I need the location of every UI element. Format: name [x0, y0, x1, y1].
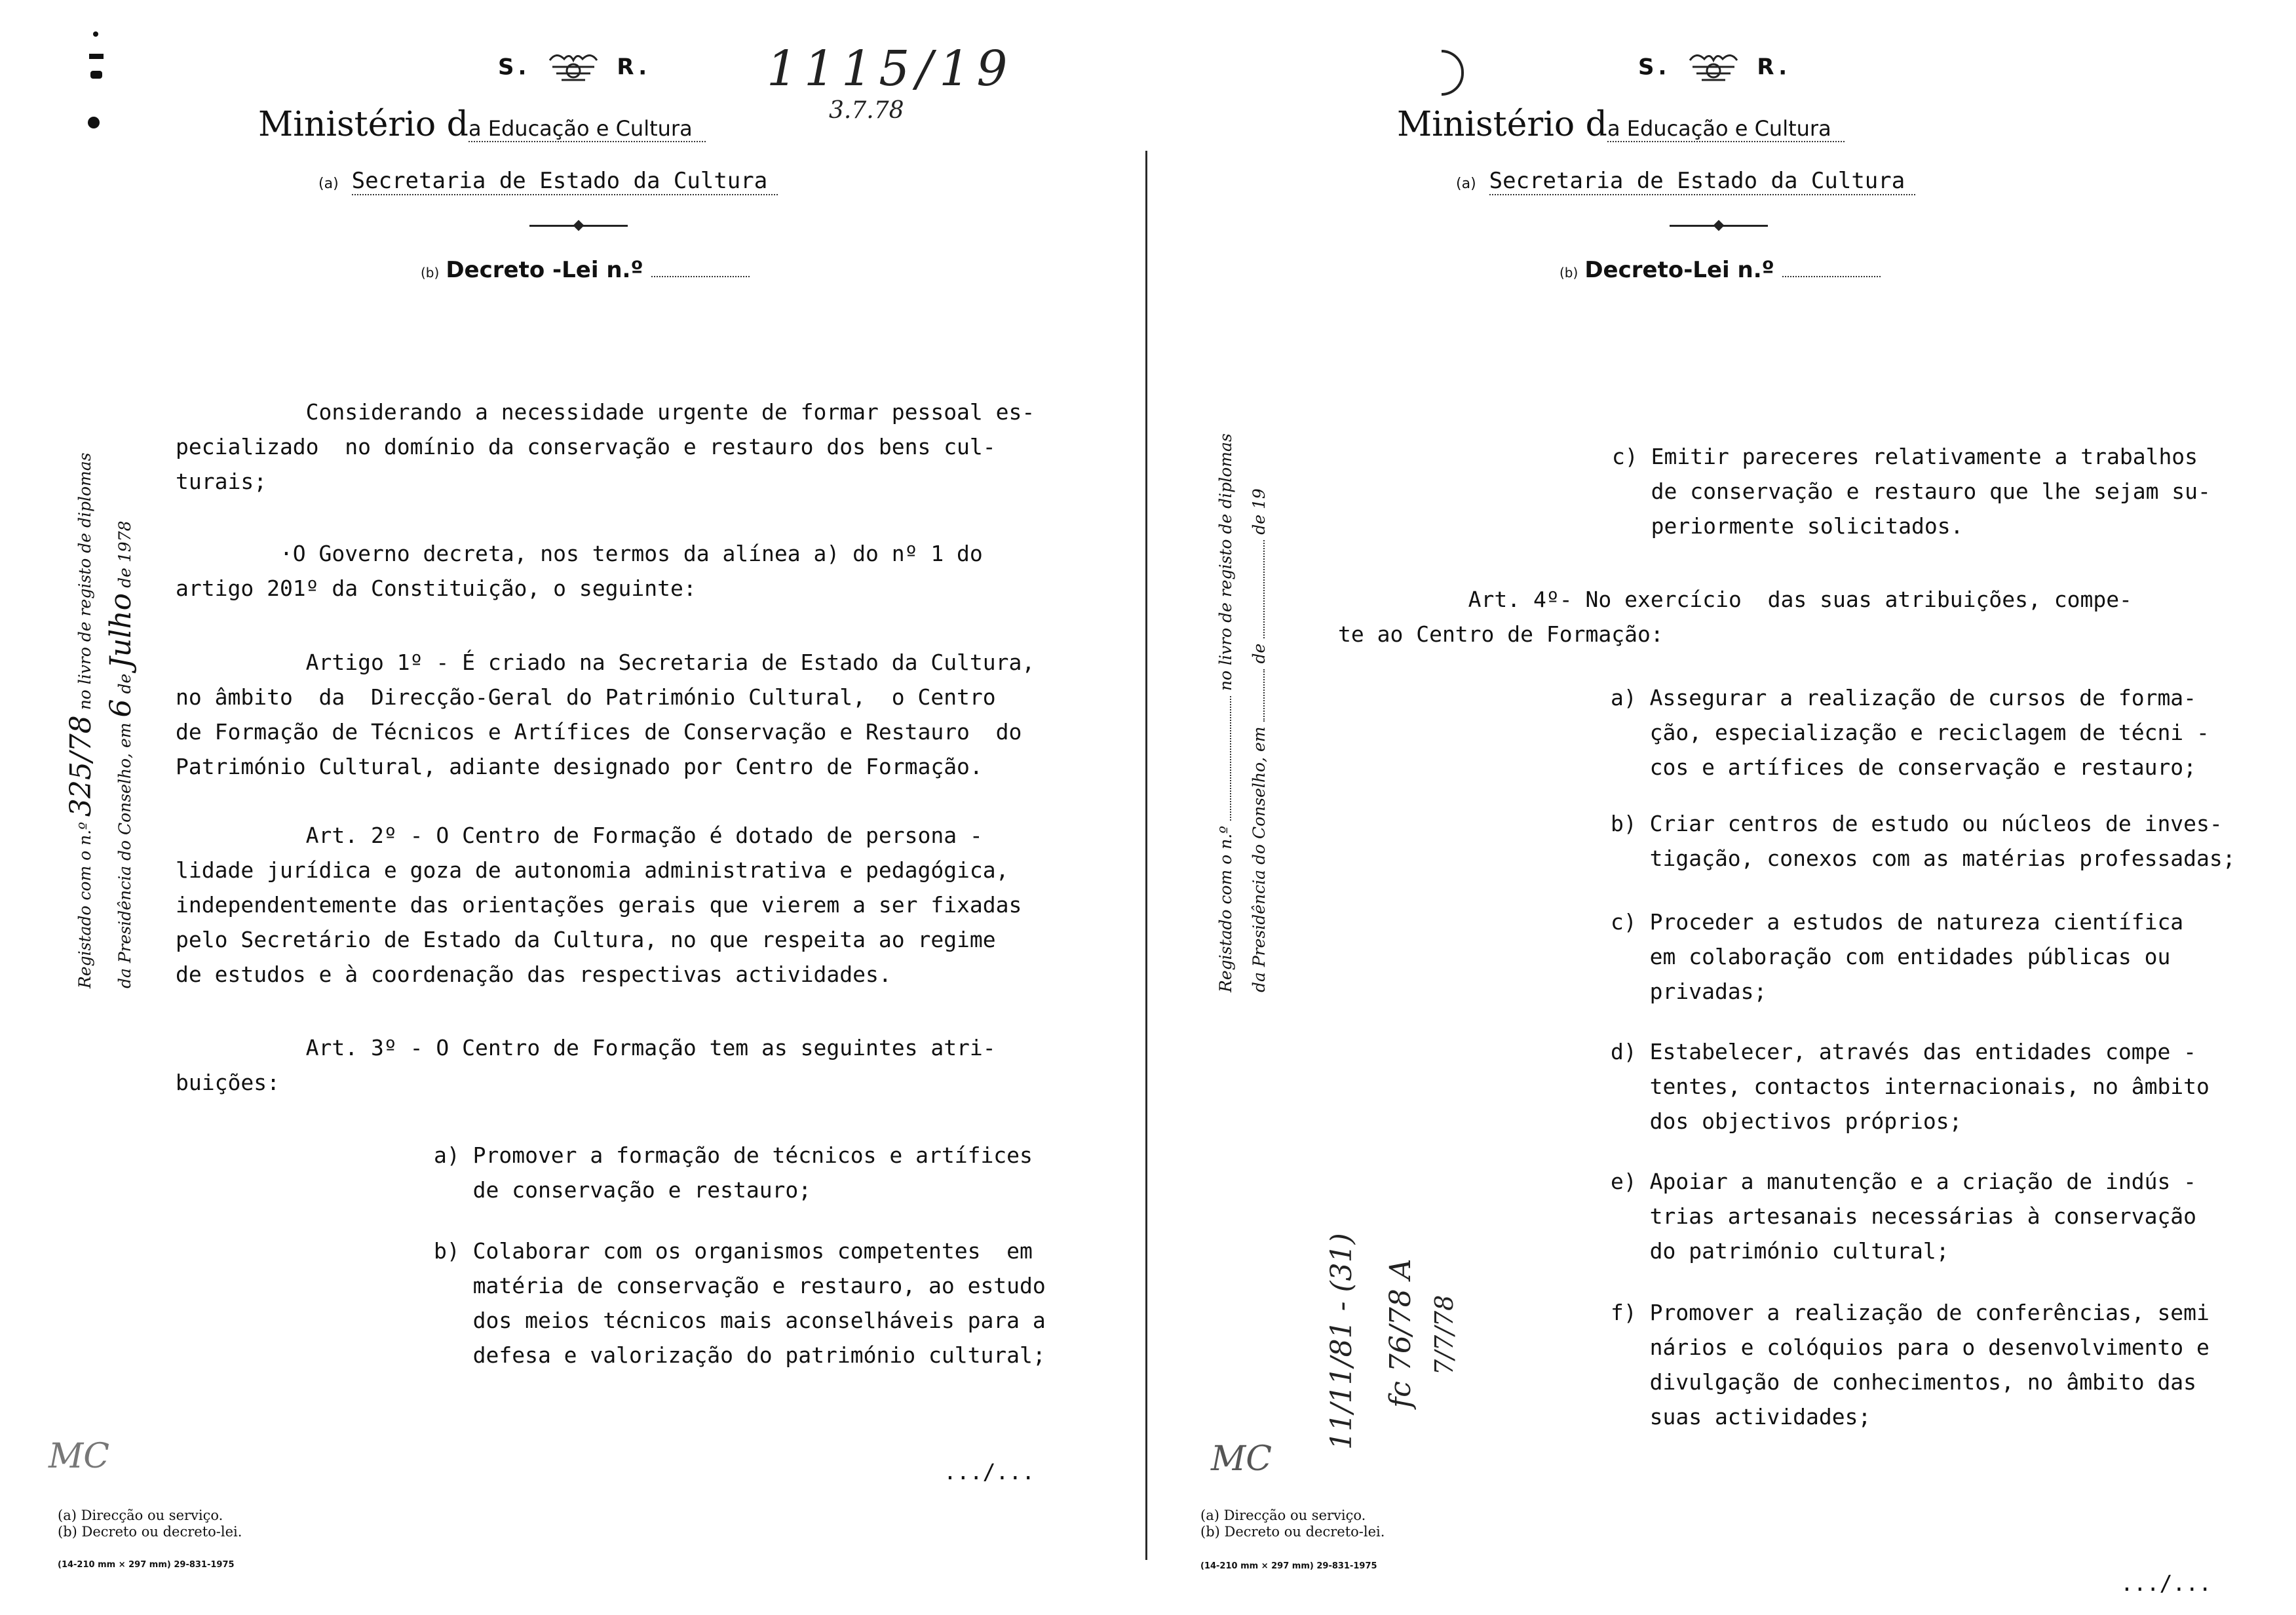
- article-1: Artigo 1º - É criado na Secretaria de Estado da Cultura, no âmbito da Direcção-Geral do Património Cultural, o Centro de Formação de Técnicos e Artífices de Conservação e Restauro do Património Cultural, adiante designado por Centro de Formação.: [176, 650, 1035, 779]
- punch-mark: [1442, 50, 1464, 96]
- footnote-b: (b) Decreto ou decreto-lei.: [58, 1524, 242, 1540]
- article-2: Art. 2º - O Centro de Formação é dotado de persona - lidade jurídica e goza de autonomia administrativa e pedagógica, independentemente das orientações gerais que vierem a ser fixadas pelo Secretário de Estado da Cultura, no que respeita ao regime de estudos e à coordenação das respectivas actividades.: [176, 823, 1022, 987]
- secretariat-name: Secretaria de Estado da Cultura: [352, 168, 778, 195]
- footnote-marker-a: (a): [318, 176, 339, 192]
- decree-number-blank: [651, 276, 750, 277]
- registration-line-1: Registado com o n.ºno livro de registo de diplomas: [1216, 433, 1235, 992]
- article-3-item-c: c) Emitir pareceres relativamente a trabalhos de conservação e restauro que lhe sejam su- periormente solicitados.: [1612, 444, 2211, 539]
- article-3-item-b: b) Colaborar com os organismos competentes em matéria de conservação e restauro, ao estudo dos meios técnicos mais aconselháveis para a defesa e valorização do património cultural;: [434, 1238, 1046, 1368]
- ministry-label: Ministério d: [258, 105, 469, 144]
- punch-mark: [89, 54, 104, 59]
- page-fold-line: [1145, 151, 1147, 1560]
- footnote-b: (b) Decreto ou decreto-lei.: [1200, 1524, 1385, 1540]
- article-3: Art. 3º - O Centro de Formação tem as seguintes atri- buições:: [176, 1035, 996, 1095]
- decree-label: Decreto-Lei n.º: [1584, 257, 1774, 283]
- print-info: (14-210 mm × 297 mm) 29-831-1975: [58, 1560, 235, 1570]
- secretariat-name: Secretaria de Estado da Cultura: [1489, 168, 1916, 195]
- handwritten-note: fc 76/78 A: [1384, 1258, 1417, 1408]
- footnotes: [58, 1508, 242, 1540]
- decree-line: [1559, 257, 1881, 283]
- right-page: [1148, 0, 2296, 1615]
- decree-line: [421, 257, 750, 283]
- ministry-fill: a Educação e Cultura: [469, 116, 706, 142]
- decree-label: Decreto -Lei n.º: [446, 257, 643, 283]
- registration-margin-note: [1216, 433, 1269, 992]
- handwritten-month: Julho: [104, 593, 138, 669]
- handwritten-initials: MC: [1211, 1439, 1272, 1479]
- blank-day: [1263, 669, 1265, 722]
- republic-seal-header: [1638, 47, 1791, 89]
- ministry-fill: a Educação e Cultura: [1607, 116, 1845, 142]
- header-r: R.: [1757, 54, 1791, 81]
- registration-line-2: da Presidência do Conselho, em6deJulhode 1978: [104, 520, 138, 988]
- article-4-item-d: d) Estabelecer, através das entidades compe - tentes, contactos internacionais, no âmbito dos objectivos próprios;: [1611, 1039, 2210, 1134]
- handwritten-date: 3.7.78: [829, 97, 904, 124]
- article-4-item-f: f) Promover a realização de conferências, semi nários e colóquios para o desenvolvimento e divulgação de conhecimentos, no âmbito das suas actividades;: [1611, 1300, 2210, 1430]
- footnote-marker-a: (a): [1456, 176, 1476, 192]
- handwritten-day: 6: [104, 699, 138, 718]
- secretariat-line: [318, 168, 778, 194]
- paragraph-preamble: Considerando a necessidade urgente de formar pessoal es- pecializado no domínio da conservação e restauro dos bens cul- turais;: [176, 399, 1035, 494]
- header-s: S.: [1638, 54, 1671, 81]
- republic-seal-header: [498, 47, 651, 89]
- handwritten-stamp: 1115/19: [767, 41, 1014, 97]
- footnotes: [1200, 1508, 1385, 1540]
- continuation-mark: .../...: [944, 1459, 1035, 1485]
- handwritten-date: 7/7/78: [1430, 1294, 1459, 1375]
- print-info: (14-210 mm × 297 mm) 29-831-1975: [1200, 1561, 1377, 1571]
- handwritten-initials: MC: [48, 1437, 110, 1476]
- article-4-item-c: c) Proceder a estudos de natureza científica em colaboração com entidades públicas ou privadas;: [1611, 909, 2184, 1004]
- secretariat-line: [1456, 168, 1915, 194]
- header-divider: [1670, 225, 1768, 227]
- punch-mark: [90, 71, 102, 79]
- punch-mark: [88, 117, 100, 128]
- coat-of-arms-icon: [1683, 47, 1744, 89]
- article-4: Art. 4º- No exercício das suas atribuições, compe- te ao Centro de Formação:: [1338, 587, 2132, 647]
- paragraph-decree-intro: ·O Governo decreta, nos termos da alínea a) do nº 1 do artigo 201º da Constituição, o seguinte:: [176, 541, 983, 601]
- registration-line-2: da Presidência do Conselho, emdede 19: [1250, 488, 1269, 992]
- punch-mark: [93, 31, 98, 37]
- ministry-title: [1397, 105, 1845, 144]
- continuation-mark: .../...: [2120, 1570, 2212, 1596]
- article-4-item-a: a) Assegurar a realização de cursos de forma- ção, especialização e reciclagem de técni - cos e artífices de conservação e restauro;: [1611, 685, 2210, 780]
- header-s: S.: [498, 54, 531, 81]
- article-4-item-e: e) Apoiar a manutenção e a criação de indús - trias artesanais necessárias à conservação do património cultural;: [1611, 1169, 2197, 1264]
- ministry-title: [258, 105, 706, 144]
- article-4-item-b: b) Criar centros de estudo ou núcleos de inves- tigação, conexos com as matérias professadas;: [1611, 811, 2236, 871]
- blank-month: [1263, 540, 1265, 638]
- header-r: R.: [617, 54, 651, 81]
- footnote-a: (a) Direcção ou serviço.: [58, 1508, 223, 1523]
- footnote-marker-b: (b): [421, 265, 440, 281]
- registration-line-1: Registado com o n.º325/78no livro de registo de diplomas: [64, 452, 98, 988]
- footnote-marker-b: (b): [1559, 265, 1578, 281]
- ministry-label: Ministério d: [1397, 105, 1607, 144]
- blank-register-number: [1230, 696, 1231, 821]
- header-divider: [529, 225, 628, 227]
- decree-number-blank: [1782, 276, 1881, 277]
- footnote-a: (a) Direcção ou serviço.: [1200, 1508, 1366, 1523]
- registration-margin-note: [64, 453, 138, 988]
- article-3-item-a: a) Promover a formação de técnicos e artífices de conservação e restauro;: [434, 1142, 1033, 1203]
- handwritten-note: 11/11/81 - (31): [1325, 1233, 1358, 1450]
- handwritten-register-number: 325/78: [64, 715, 98, 817]
- coat-of-arms-icon: [543, 47, 603, 89]
